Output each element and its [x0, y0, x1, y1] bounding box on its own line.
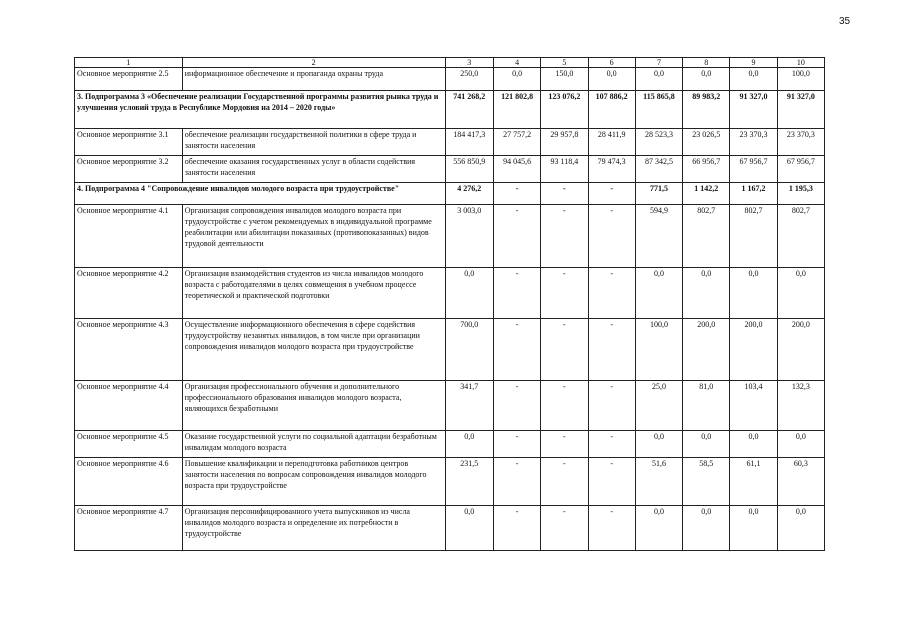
value-cell: 802,7: [683, 205, 730, 268]
value-cell: 250,0: [445, 68, 493, 91]
subprogram-title: 3. Подпрограмма 3 «Обеспечение реализации Государственной программы развития рынка труда и улучшения условий труда в Республике Мордовия на 2014 – 2020 годы»: [75, 91, 446, 129]
value-cell: 200,0: [777, 319, 824, 381]
value-cell: -: [493, 319, 540, 381]
value-cell: 28 411,9: [588, 129, 635, 156]
value-cell: 79 474,3: [588, 156, 635, 183]
value-cell: 1 167,2: [730, 183, 777, 205]
header-cell: 4: [493, 58, 540, 68]
value-cell: 51,6: [635, 458, 682, 506]
value-cell: 184 417,3: [445, 129, 493, 156]
header-cell: 5: [541, 58, 588, 68]
subprogram-title: 4. Подпрограмма 4 "Сопровождение инвалидов молодого возраста при трудоустройстве": [75, 183, 446, 205]
event-label: Основное мероприятие 4.5: [75, 431, 183, 458]
page-number: 35: [839, 16, 851, 27]
value-cell: -: [588, 458, 635, 506]
event-row: [75, 431, 825, 458]
value-cell: 150,0: [541, 68, 588, 91]
event-description: Организация профессионального обучения и дополнительного профессионального образования инвалидов молодого возраста, являющихся безработными: [182, 381, 445, 431]
value-cell: -: [588, 506, 635, 551]
value-cell: 0,0: [683, 431, 730, 458]
value-cell: 341,7: [445, 381, 493, 431]
value-cell: -: [493, 205, 540, 268]
header-cell: 10: [777, 58, 824, 68]
value-cell: -: [493, 458, 540, 506]
event-description: информационное обеспечение и пропаганда охраны труда: [182, 68, 445, 91]
value-cell: 93 118,4: [541, 156, 588, 183]
value-cell: 0,0: [635, 431, 682, 458]
value-cell: 121 802,8: [493, 91, 540, 129]
event-row: [75, 381, 825, 431]
value-cell: 0,0: [730, 506, 777, 551]
event-row: [75, 156, 825, 183]
subprogram-row: [75, 183, 825, 205]
event-row: [75, 506, 825, 551]
header-cell: 8: [683, 58, 730, 68]
event-row: [75, 458, 825, 506]
event-label: Основное мероприятие 3.1: [75, 129, 183, 156]
value-cell: 802,7: [730, 205, 777, 268]
value-cell: 60,3: [777, 458, 824, 506]
header-cell: 1: [75, 58, 183, 68]
value-cell: 103,4: [730, 381, 777, 431]
value-cell: -: [493, 381, 540, 431]
header-cell: 7: [635, 58, 682, 68]
event-label: Основное мероприятие 4.1: [75, 205, 183, 268]
event-description: Оказание государственной услуги по социальной адаптации безработным инвалидам молодого возраста: [182, 431, 445, 458]
value-cell: 0,0: [730, 68, 777, 91]
event-label: Основное мероприятие 4.6: [75, 458, 183, 506]
value-cell: 700,0: [445, 319, 493, 381]
event-label: Основное мероприятие 3.2: [75, 156, 183, 183]
value-cell: 4 276,2: [445, 183, 493, 205]
event-label: Основное мероприятие 2.5: [75, 68, 183, 91]
header-cell: 6: [588, 58, 635, 68]
header-cell: 9: [730, 58, 777, 68]
event-description: Организация персонифицированного учета выпускников из числа инвалидов молодого возраста и определение их потребности в трудоустройстве: [182, 506, 445, 551]
event-description: Организация сопровождения инвалидов молодого возраста при трудоустройстве с учетом рекомендуемых в индивидуальной программе реабилитации или абилитации показанных (противопоказанных) видов трудовой деятельности: [182, 205, 445, 268]
event-row: [75, 129, 825, 156]
header-cell: 2: [182, 58, 445, 68]
value-cell: 100,0: [777, 68, 824, 91]
value-cell: 0,0: [635, 506, 682, 551]
value-cell: 81,0: [683, 381, 730, 431]
value-cell: -: [493, 183, 540, 205]
value-cell: 3 003,0: [445, 205, 493, 268]
value-cell: 0,0: [445, 506, 493, 551]
value-cell: 91 327,0: [777, 91, 824, 129]
value-cell: 200,0: [683, 319, 730, 381]
value-cell: -: [541, 205, 588, 268]
value-cell: 29 957,8: [541, 129, 588, 156]
value-cell: 28 523,3: [635, 129, 682, 156]
value-cell: 89 983,2: [683, 91, 730, 129]
value-cell: 556 850,9: [445, 156, 493, 183]
event-description: Осуществление информационного обеспечения в сфере содействия трудоустройству незанятых инвалидов, в том числе при организации сопровождения инвалидов молодого возраста при трудоустройстве: [182, 319, 445, 381]
value-cell: -: [541, 381, 588, 431]
header-cell: 3: [445, 58, 493, 68]
value-cell: 91 327,0: [730, 91, 777, 129]
value-cell: -: [541, 506, 588, 551]
value-cell: -: [493, 431, 540, 458]
value-cell: 25,0: [635, 381, 682, 431]
budget-table: [74, 57, 825, 551]
value-cell: -: [541, 431, 588, 458]
value-cell: 0,0: [635, 268, 682, 319]
value-cell: 0,0: [588, 68, 635, 91]
value-cell: 0,0: [445, 268, 493, 319]
value-cell: -: [588, 431, 635, 458]
value-cell: 87 342,5: [635, 156, 682, 183]
value-cell: 802,7: [777, 205, 824, 268]
value-cell: -: [588, 183, 635, 205]
value-cell: 0,0: [730, 268, 777, 319]
value-cell: 0,0: [683, 68, 730, 91]
value-cell: 123 076,2: [541, 91, 588, 129]
value-cell: 94 045,6: [493, 156, 540, 183]
value-cell: -: [588, 381, 635, 431]
event-label: Основное мероприятие 4.4: [75, 381, 183, 431]
value-cell: 23 026,5: [683, 129, 730, 156]
event-label: Основное мероприятие 4.7: [75, 506, 183, 551]
value-cell: 0,0: [777, 506, 824, 551]
value-cell: 100,0: [635, 319, 682, 381]
value-cell: 0,0: [635, 68, 682, 91]
value-cell: -: [541, 319, 588, 381]
header-row: [75, 58, 825, 68]
value-cell: 594,9: [635, 205, 682, 268]
value-cell: 132,3: [777, 381, 824, 431]
event-row: [75, 205, 825, 268]
value-cell: 200,0: [730, 319, 777, 381]
subprogram-row: [75, 91, 825, 129]
event-description: обеспечение оказания государственных услуг в области содействия занятости населения: [182, 156, 445, 183]
value-cell: 67 956,7: [730, 156, 777, 183]
value-cell: 0,0: [683, 506, 730, 551]
event-label: Основное мероприятие 4.3: [75, 319, 183, 381]
event-row: [75, 319, 825, 381]
event-label: Основное мероприятие 4.2: [75, 268, 183, 319]
event-description: Организация взаимодействия студентов из числа инвалидов молодого возраста с работодателями в целях совмещения в учебном процессе теоретической и практической подготовки: [182, 268, 445, 319]
event-row: [75, 68, 825, 91]
value-cell: 0,0: [777, 268, 824, 319]
value-cell: 0,0: [730, 431, 777, 458]
value-cell: 741 268,2: [445, 91, 493, 129]
value-cell: 66 956,7: [683, 156, 730, 183]
value-cell: -: [588, 268, 635, 319]
value-cell: -: [541, 268, 588, 319]
value-cell: -: [493, 268, 540, 319]
value-cell: 0,0: [445, 431, 493, 458]
value-cell: -: [588, 205, 635, 268]
value-cell: 23 370,3: [730, 129, 777, 156]
value-cell: 61,1: [730, 458, 777, 506]
value-cell: 1 142,2: [683, 183, 730, 205]
value-cell: 115 865,8: [635, 91, 682, 129]
value-cell: 58,5: [683, 458, 730, 506]
value-cell: -: [493, 506, 540, 551]
value-cell: 67 956,7: [777, 156, 824, 183]
value-cell: -: [588, 319, 635, 381]
value-cell: 231,5: [445, 458, 493, 506]
value-cell: 0,0: [683, 268, 730, 319]
value-cell: 0,0: [493, 68, 540, 91]
event-description: Повышение квалификации и переподготовка работников центров занятости населения по вопросам сопровождения инвалидов молодого возраста при трудоустройстве: [182, 458, 445, 506]
value-cell: -: [541, 183, 588, 205]
value-cell: 27 757,2: [493, 129, 540, 156]
value-cell: 0,0: [777, 431, 824, 458]
event-description: обеспечение реализации государственной политики в сфере труда и занятости населения: [182, 129, 445, 156]
event-row: [75, 268, 825, 319]
value-cell: -: [541, 458, 588, 506]
value-cell: 771,5: [635, 183, 682, 205]
value-cell: 107 886,2: [588, 91, 635, 129]
value-cell: 23 370,3: [777, 129, 824, 156]
value-cell: 1 195,3: [777, 183, 824, 205]
